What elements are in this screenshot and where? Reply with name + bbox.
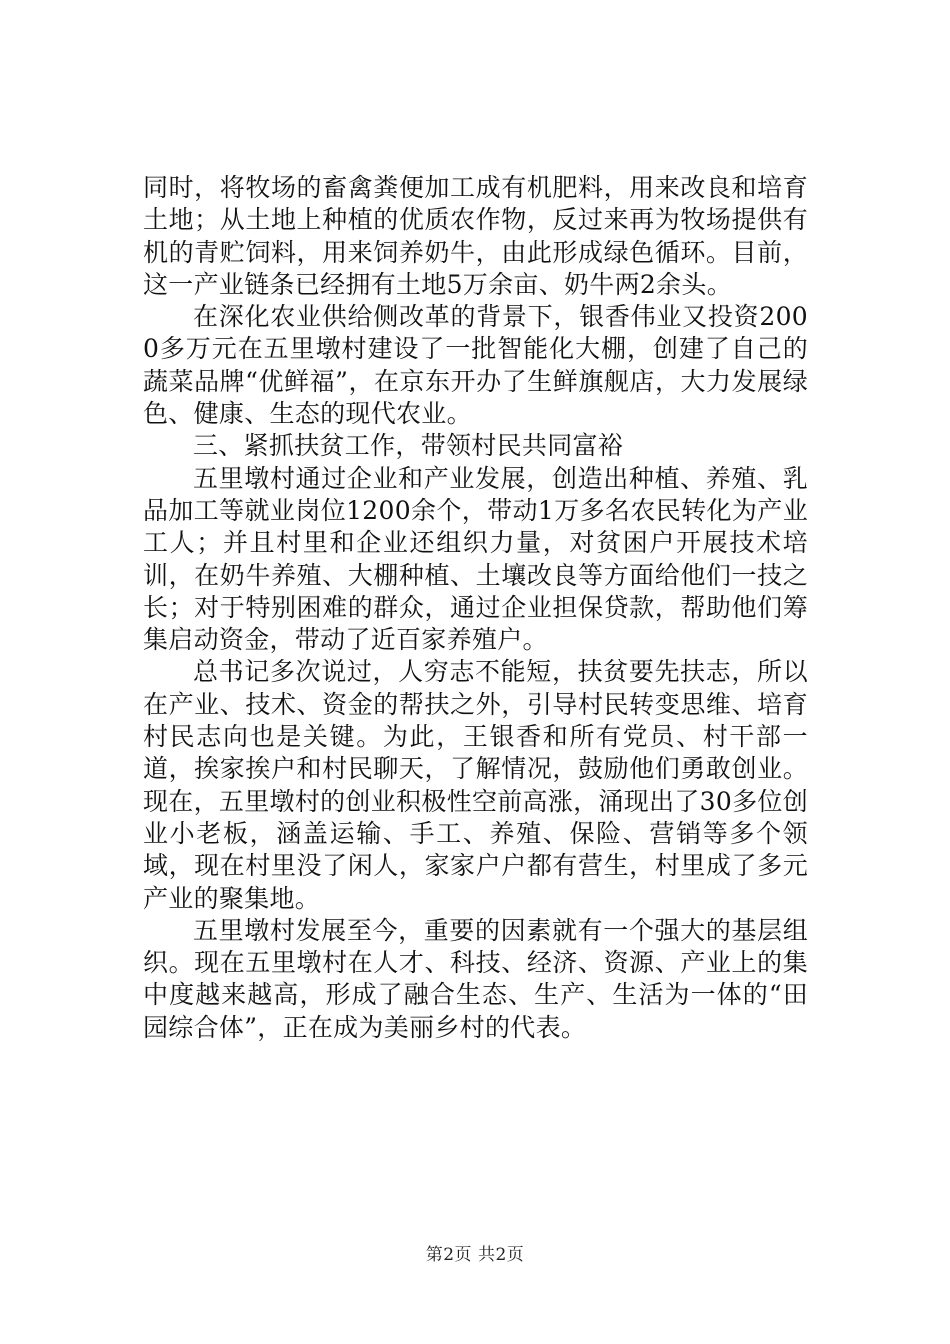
paragraph-2: 在深化农业供给侧改革的背景下，银香伟业又投资2000多万元在五里墩村建设了一批智能化大棚，创建了自己的蔬菜品牌“优鲜福”，在京东开办了生鲜旗舰店，大力发展绿色、健康、生态的现代农业。 xyxy=(143,302,808,429)
document-body xyxy=(143,172,808,1044)
section-heading: 三、紧抓扶贫工作，带领村民共同富裕 xyxy=(193,431,624,461)
paragraph-3: 五里墩村通过企业和产业发展，创造出种植、养殖、乳品加工等就业岗位1200余个，带动1万多名农民转化为产业工人；并且村里和企业还组织力量，对贫困户开展技术培训，在奶牛养殖、大棚种植、土壤改良等方面给他们一技之长；对于特别困难的群众，通过企业担保贷款，帮助他们筹集启动资金，带动了近百家养殖户。 xyxy=(143,463,808,655)
paragraph-1: 同时，将牧场的畜禽粪便加工成有机肥料，用来改良和培育土地；从土地上种植的优质农作物，反过来再为牧场提供有机的青贮饲料，用来饲养奶牛，由此形成绿色循环。目前，这一产业链条已经拥有土地5万余亩、奶牛两2余头。 xyxy=(143,173,808,299)
page-footer: 第2页 共2页 xyxy=(425,1245,525,1265)
paragraph-4: 总书记多次说过，人穷志不能短，扶贫要先扶志，所以在产业、技术、资金的帮扶之外，引导村民转变思维、培育村民志向也是关键。为此，王银香和所有党员、村干部一道，挨家挨户和村民聊天，了解情况，鼓励他们勇敢创业。现在，五里墩村的创业积极性空前高涨，涌现出了30多位创业小老板，涵盖运输、手工、养殖、保险、营销等多个领域，现在村里没了闲人，家家户户都有营生，村里成了多元产业的聚集地。 xyxy=(143,657,808,913)
paragraph-5: 五里墩村发展至今，重要的因素就有一个强大的基层组织。现在五里墩村在人才、科技、经济、资源、产业上的集中度越来越高，形成了融合生态、生产、生活为一体的“田园综合体”，正在成为美丽乡村的代表。 xyxy=(143,915,808,1042)
